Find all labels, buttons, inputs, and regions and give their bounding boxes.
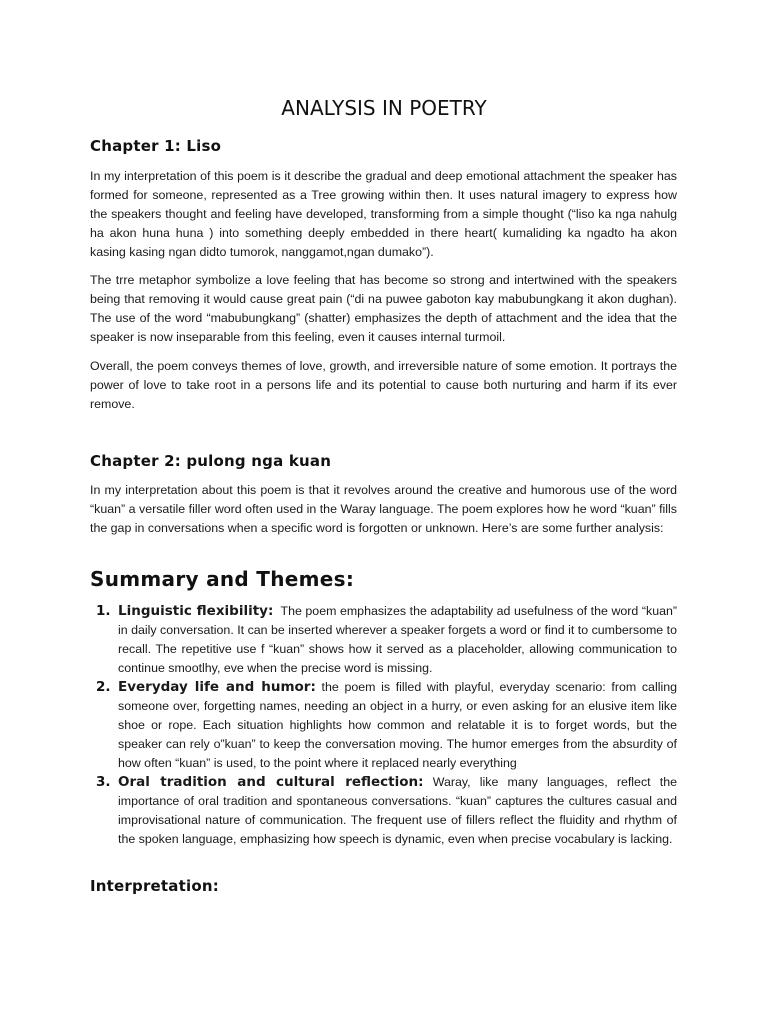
list-item-lead: Everyday life and humor: xyxy=(118,679,316,695)
list-item-body: The poem emphasizes the adaptability ad usefulness of the word “kuan” in daily conversation. It can be inserted wherever a speaker forgets a word or find it to cumbersome to recall. The repetitive use f “kuan” shows how it served as a placeholder, allowing communication to continue smootlhy, eve when the precise word is missing. xyxy=(118,604,677,675)
chapter1-body-3 xyxy=(90,357,677,414)
chapter1-body-2 xyxy=(90,271,677,347)
chapter2-body xyxy=(90,481,677,538)
page-title: ANALYSIS IN POETRY xyxy=(281,96,487,120)
list-number: 2. xyxy=(96,679,111,695)
chapter1-paragraph-3: Overall, the poem conveys themes of love, growth, and irreversible nature of some emotion. It portrays the power of love to take root in a persons life and its potential to cause both nurturing and harm if its ever remove. xyxy=(90,359,677,411)
list-item-lead: Oral tradition and cultural reflection: xyxy=(118,774,424,790)
chapter2-paragraph: In my interpretation about this poem is that it revolves around the creative and humorous use of the word “kuan” a versatile filler word often used in the Waray language. The poem explores how he word “kuan” fills the gap in conversations when a specific word is forgotten or unknown. Here’s are some further analysis: xyxy=(90,483,677,535)
list-item-text xyxy=(118,678,677,773)
chapter1-paragraph-2: The trre metaphor symbolize a love feeling that has become so strong and intertwined with the speakers being that removing it would cause great pain (“di na puwee gaboton kay mabubungkang it akon dughan). The use of the word “mabubungkang” (shatter) emphasizes the depth of attachment and the idea that the speaker is now inseparable from this feeling, even it causes internal turmoil. xyxy=(90,273,677,344)
list-item xyxy=(90,678,677,773)
list-item xyxy=(90,602,677,678)
list-item-text xyxy=(118,602,677,678)
chapter1-body xyxy=(90,167,677,262)
chapter1-paragraph-1: In my interpretation of this poem is it describe the gradual and deep emotional attachment the speaker has formed for someone, represented as a Tree growing within then. It uses natural imagery to express how the speakers thought and feeling have developed, transforming from a simple thought (“liso ka nga nahulg ha akon huna huna ) into something deeply embedded in there heart( kumaliding ka ngadto ha akon kasing kasing ngan didto tumorok, nanggamot,ngan dumako”). xyxy=(90,169,677,259)
list-item-text xyxy=(118,773,677,849)
list-item-body: Waray, like many languages, reflect the importance of oral tradition and spontaneous conversations. “kuan” captures the cultures casual and improvisational nature of communication. The frequent use of fillers reflect the fluidity and rhythm of the spoken language, emphasizing how speech is dynamic, even when precise vocabulary is lacking. xyxy=(118,775,677,846)
list-number: 1. xyxy=(96,603,111,619)
chapter1-heading: Chapter 1: Liso xyxy=(90,137,222,155)
chapter2-heading: Chapter 2: pulong nga kuan xyxy=(90,452,332,470)
list-item-body: the poem is filled with playful, everyday scenario: from calling someone over, forgetting names, needing an object in a hurry, or even asking for an elusive item like shoe or rope. Each situation highlights how common and relatable it is to forget words, but the speaker can rely o”kuan” to keep the conversation moving. The humor emerges from the absurdity of how often “kuan” is used, to the point where it replaced nearly everything xyxy=(118,680,677,770)
summary-heading: Summary and Themes: xyxy=(90,567,355,591)
list-number: 3. xyxy=(96,774,111,790)
interpretation-heading: Interpretation: xyxy=(90,877,219,895)
list-item xyxy=(90,773,677,849)
list-item-lead: Linguistic flexibility: xyxy=(118,603,274,619)
themes-list xyxy=(90,602,677,849)
